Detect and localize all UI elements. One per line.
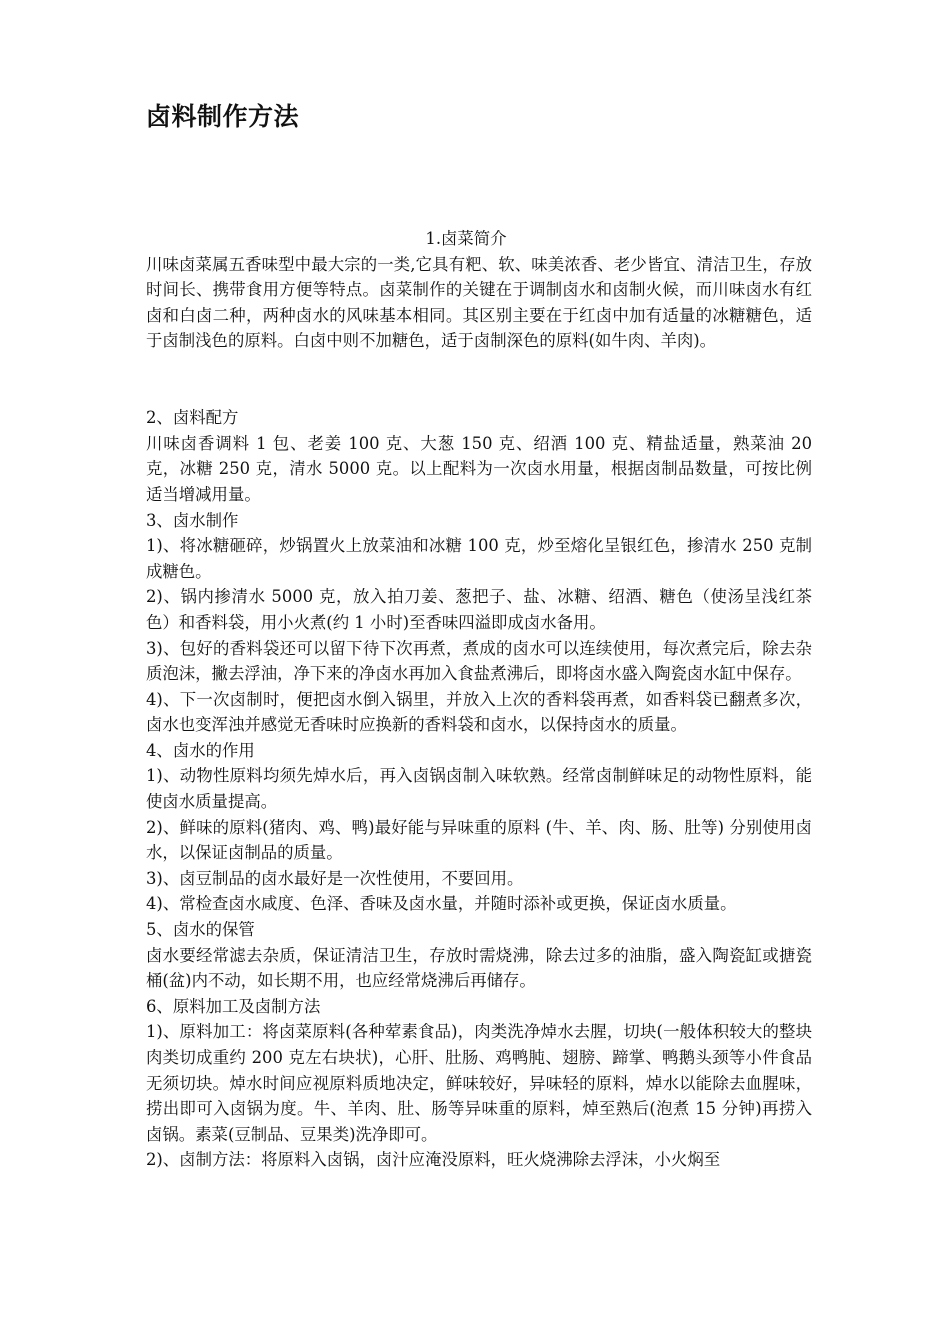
list-item: 2)、卤制方法：将原料入卤锅，卤汁应淹没原料，旺火烧沸除去浮沫，小火焖至 (146, 1150, 721, 1170)
page-title: 卤料制作方法 (146, 102, 300, 131)
list-item: 2)、鲜味的原料(猪肉、鸡、鸭)最好能与异味重的原料 (牛、羊、肉、肠、肚等) 分别使用卤水，以保证卤制品的质量。 (146, 817, 812, 863)
paragraph-recipe: 川味卤香调料 1 包、老姜 100 克、大葱 150 克、绍酒 100 克、精盐适量，熟菜油 20 克，冰糖 250 克，清水 5000 克。以上配料为一次卤水用量，根据卤制品数量，可按比例适当增减用量。 (146, 433, 812, 504)
list-item: 4)、下一次卤制时，便把卤水倒入锅里，并放入上次的香料袋再煮，如香料袋已翻煮多次，卤水也变浑浊并感觉无香味时应换新的香料袋和卤水，以保持卤水的质量。 (146, 689, 812, 735)
list-item: 1)、动物性原料均须先焯水后，再入卤锅卤制入味软熟。经常卤制鲜味足的动物性原料，能使卤水质量提高。 (146, 766, 812, 812)
document-body (146, 226, 812, 1173)
paragraph-storage: 卤水要经常滤去杂质，保证清洁卫生，存放时需烧沸，除去过多的油脂，盛入陶瓷缸或搪瓷桶(盆)内不动，如长期不用，也应经常烧沸后再储存。 (146, 945, 812, 991)
section-heading-process: 6、原料加工及卤制方法 (146, 996, 321, 1016)
section-heading-recipe: 2、卤料配方 (146, 408, 239, 428)
list-item: 2)、锅内掺清水 5000 克，放入拍刀姜、葱把子、盐、冰糖、绍酒、糖色（使汤呈浅红茶色）和香料袋，用小火煮(约 1 小时)至香味四溢即成卤水备用。 (146, 587, 812, 632)
paragraph-intro: 川味卤菜属五香味型中最大宗的一类,它具有粑、软、味美浓香、老少皆宜、清洁卫生，存放时间长、携带食用方便等特点。卤菜制作的关键在于调制卤水和卤制火候，而川味卤水有红卤和白卤二种，两种卤水的风味基本相同。其区别主要在于红卤中加有适量的冰糖糖色，适于卤制浅色的原料。白卤中则不加糖色，适于卤制深色的原料(如牛肉、羊肉)。 (146, 254, 812, 351)
paragraph-spacer (146, 354, 812, 380)
section-heading-function: 4、卤水的作用 (146, 740, 255, 760)
list-item: 1)、将冰糖砸碎，炒锅置火上放菜油和冰糖 100 克，炒至熔化呈银红色，掺清水 250 克制成糖色。 (146, 536, 812, 581)
section-heading-intro: 1.卤菜简介 (425, 229, 507, 248)
list-item: 3)、包好的香料袋还可以留下待下次再煮，煮成的卤水可以连续使用，每次煮完后，除去杂质泡沫，撇去浮油，净下来的净卤水再加入食盐煮沸后，即将卤水盛入陶瓷卤水缸中保存。 (146, 638, 812, 684)
list-item: 3)、卤豆制品的卤水最好是一次性使用，不要回用。 (146, 868, 524, 888)
list-item: 4)、常检查卤水咸度、色泽、香味及卤水量，并随时添补或更换，保证卤水质量。 (146, 894, 737, 914)
section-heading-making: 3、卤水制作 (146, 510, 239, 530)
list-item: 1)、原料加工：将卤菜原料(各种荤素食品)，肉类洗净焯水去腥，切块(一般体积较大的整块肉类切成重约 200 克左右块状)，心肝、肚肠、鸡鸭肫、翅膀、蹄掌、鸭鹅头颈等小件食品无须切块。焯水时间应视原料质地决定，鲜味较好，异味轻的原料，焯水以能除去血腥味，捞出即可入卤锅为度。牛、羊肉、肚、肠等异味重的原料，焯至熟后(泡煮 15 分钟)再捞入卤锅。素菜(豆制品、豆果类)洗净即可。 (146, 1022, 812, 1144)
section-heading-storage: 5、卤水的保管 (146, 920, 255, 940)
paragraph-spacer (146, 380, 812, 406)
